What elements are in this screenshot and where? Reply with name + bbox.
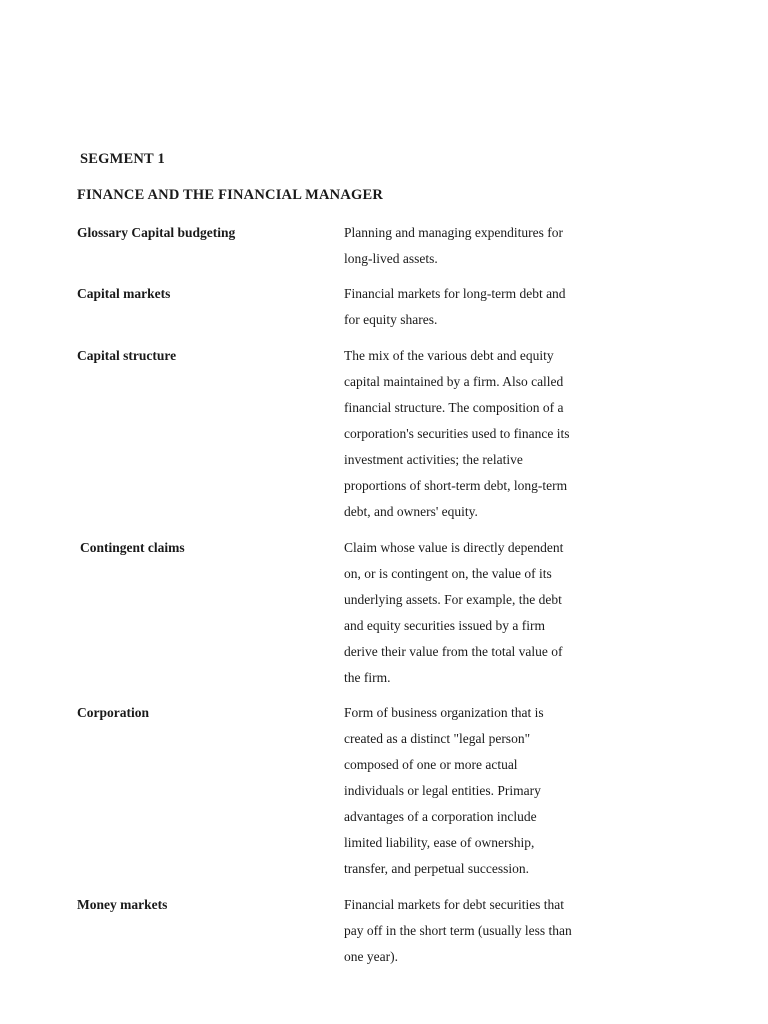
definition-line: individuals or legal entities. Primary bbox=[344, 783, 541, 798]
definition-line: on, or is contingent on, the value of its bbox=[344, 566, 552, 581]
definition-line: Financial markets for debt securities that bbox=[344, 897, 565, 912]
glossary-term: Corporation bbox=[77, 705, 149, 720]
definition-line: Form of business organization that is bbox=[344, 705, 544, 720]
glossary-definition bbox=[344, 700, 606, 882]
definition-line: the firm. bbox=[344, 670, 391, 685]
definition-line: long-lived assets. bbox=[344, 251, 438, 266]
definition-line: Planning and managing expenditures for bbox=[344, 225, 563, 240]
segment-label: SEGMENT 1 bbox=[80, 151, 165, 167]
definition-line: corporation's securities used to finance its bbox=[344, 426, 570, 441]
definition-line: capital maintained by a firm. Also called bbox=[344, 374, 564, 389]
glossary-definition bbox=[344, 343, 606, 525]
glossary-definition bbox=[344, 535, 606, 691]
definition-line: financial structure. The composition of a bbox=[344, 400, 564, 415]
glossary-term: Money markets bbox=[77, 897, 168, 912]
definition-line: transfer, and perpetual succession. bbox=[344, 861, 530, 876]
definition-line: for equity shares. bbox=[344, 312, 438, 327]
definition-line: Claim whose value is directly dependent bbox=[344, 540, 564, 555]
definition-line: pay off in the short term (usually less than bbox=[344, 923, 572, 938]
definition-line: The mix of the various debt and equity bbox=[344, 348, 554, 363]
glossary-definition bbox=[344, 892, 606, 970]
definition-line: derive their value from the total value of bbox=[344, 644, 563, 659]
definition-line: advantages of a corporation include bbox=[344, 809, 537, 824]
definition-line: created as a distinct "legal person" bbox=[344, 731, 531, 746]
definition-line: and equity securities issued by a firm bbox=[344, 618, 545, 633]
definition-line: investment activities; the relative bbox=[344, 452, 523, 467]
section-heading: FINANCE AND THE FINANCIAL MANAGER bbox=[77, 187, 384, 203]
definition-line: composed of one or more actual bbox=[344, 757, 518, 772]
definition-line: debt, and owners' equity. bbox=[344, 504, 478, 519]
glossary-term: Glossary Capital budgeting bbox=[77, 225, 236, 240]
definition-line: proportions of short-term debt, long-term bbox=[344, 478, 568, 493]
definition-line: Financial markets for long-term debt and bbox=[344, 286, 566, 301]
glossary-term: Contingent claims bbox=[80, 540, 185, 555]
glossary-term: Capital structure bbox=[77, 348, 177, 363]
definition-line: one year). bbox=[344, 949, 398, 964]
glossary-definition bbox=[344, 281, 606, 333]
definition-line: limited liability, ease of ownership, bbox=[344, 835, 535, 850]
glossary-definition bbox=[344, 220, 606, 272]
glossary-term: Capital markets bbox=[77, 286, 171, 301]
definition-line: underlying assets. For example, the debt bbox=[344, 592, 562, 607]
